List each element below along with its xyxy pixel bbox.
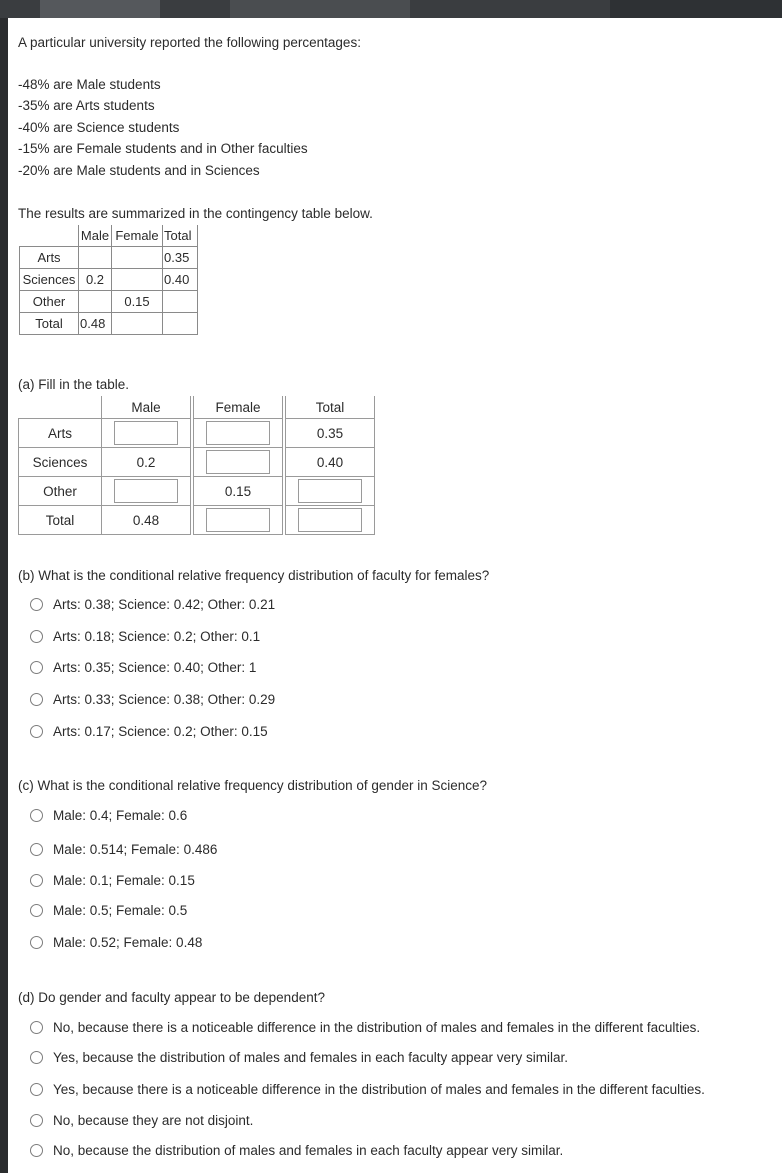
row-label: Arts: [19, 419, 102, 448]
answer-option[interactable]: [30, 842, 217, 857]
cell-total: 0.35: [286, 419, 375, 448]
cell-total: 0.35: [163, 247, 198, 269]
table-row: [19, 419, 375, 448]
answer-option[interactable]: [30, 873, 195, 888]
row-label: Arts: [20, 247, 79, 269]
cell-female: 0.15: [112, 291, 163, 313]
answer-option[interactable]: [30, 1050, 568, 1065]
cell-female: 0.15: [194, 477, 283, 506]
fact-line: -15% are Female students and in Other faculties: [18, 141, 308, 156]
fact-line: -35% are Arts students: [18, 98, 155, 113]
row-label: Sciences: [19, 448, 102, 477]
radio-button[interactable]: [30, 725, 43, 738]
top-strip-segment: [610, 0, 782, 18]
answer-option[interactable]: [30, 903, 187, 918]
radio-button[interactable]: [30, 874, 43, 887]
fill-table: [18, 396, 375, 535]
option-label: Arts: 0.35; Science: 0.40; Other: 1: [53, 660, 257, 675]
answer-option[interactable]: [30, 1143, 563, 1158]
contingency-table: [19, 225, 198, 335]
answer-option[interactable]: [30, 1020, 700, 1035]
left-edge: [0, 18, 8, 1173]
header-total: Total: [286, 396, 375, 419]
cell-male: 0.48: [79, 313, 112, 335]
radio-button[interactable]: [30, 1114, 43, 1127]
option-label: No, because there is a noticeable difference in the distribution of males and females in the different faculties.: [53, 1020, 701, 1035]
other-male-input[interactable]: [114, 479, 178, 503]
row-label: Total: [19, 506, 102, 535]
question-b: (b) What is the conditional relative frequency distribution of faculty for females?: [18, 568, 490, 583]
option-label: Male: 0.514; Female: 0.486: [53, 842, 218, 857]
radio-button[interactable]: [30, 936, 43, 949]
option-label: No, because they are not disjoint.: [53, 1113, 254, 1128]
row-label: Sciences: [20, 269, 79, 291]
answer-option[interactable]: [30, 724, 268, 739]
cell-male: [79, 291, 112, 313]
option-label: Male: 0.1; Female: 0.15: [53, 873, 195, 888]
other-total-input[interactable]: [298, 479, 362, 503]
radio-button[interactable]: [30, 661, 43, 674]
summary-text: The results are summarized in the contingency table below.: [18, 206, 373, 221]
answer-option[interactable]: [30, 935, 202, 950]
radio-button[interactable]: [30, 598, 43, 611]
cell-female: [112, 313, 163, 335]
header-female: Female: [194, 396, 283, 419]
top-strip-segment: [40, 0, 160, 18]
cell-male: 0.2: [102, 448, 191, 477]
radio-button[interactable]: [30, 1021, 43, 1034]
option-label: No, because the distribution of males and females in each faculty appear very similar.: [53, 1143, 564, 1158]
cell-female: [112, 269, 163, 291]
option-label: Arts: 0.18; Science: 0.2; Other: 0.1: [53, 629, 261, 644]
sciences-female-input[interactable]: [206, 450, 270, 474]
top-strip-segment: [230, 0, 410, 18]
question-a: (a) Fill in the table.: [18, 377, 130, 392]
table-row: [20, 247, 198, 269]
header-female: Female: [112, 225, 163, 247]
option-label: Male: 0.4; Female: 0.6: [53, 808, 188, 823]
row-label: Other: [20, 291, 79, 313]
table-row: [20, 313, 198, 335]
answer-option[interactable]: [30, 808, 187, 823]
cell-total: [163, 291, 198, 313]
radio-button[interactable]: [30, 630, 43, 643]
option-label: Yes, because there is a noticeable difference in the distribution of males and females in the different faculties.: [53, 1082, 705, 1097]
radio-button[interactable]: [30, 809, 43, 822]
cell-male: 0.2: [79, 269, 112, 291]
header-total: Total: [163, 225, 198, 247]
cell-male: [79, 247, 112, 269]
table-row: [19, 448, 375, 477]
row-label: Total: [20, 313, 79, 335]
option-label: Arts: 0.38; Science: 0.42; Other: 0.21: [53, 597, 276, 612]
cell-total: 0.40: [163, 269, 198, 291]
arts-female-input[interactable]: [206, 421, 270, 445]
answer-option[interactable]: [30, 1113, 253, 1128]
radio-button[interactable]: [30, 1083, 43, 1096]
browser-top-strip: [0, 0, 782, 18]
radio-button[interactable]: [30, 1144, 43, 1157]
option-label: Arts: 0.33; Science: 0.38; Other: 0.29: [53, 692, 276, 707]
total-total-input[interactable]: [298, 508, 362, 532]
header-male: Male: [79, 225, 112, 247]
total-female-input[interactable]: [206, 508, 270, 532]
answer-option[interactable]: [30, 597, 275, 612]
option-label: Male: 0.52; Female: 0.48: [53, 935, 203, 950]
cell-female: [112, 247, 163, 269]
fact-line: -20% are Male students and in Sciences: [18, 163, 260, 178]
option-label: Male: 0.5; Female: 0.5: [53, 903, 188, 918]
row-label: Other: [19, 477, 102, 506]
answer-option[interactable]: [30, 1082, 705, 1097]
radio-button[interactable]: [30, 1051, 43, 1064]
table-row: [20, 291, 198, 313]
table-row: [19, 506, 375, 535]
header-male: Male: [102, 396, 191, 419]
question-d: (d) Do gender and faculty appear to be dependent?: [18, 990, 325, 1005]
cell-total: [163, 313, 198, 335]
arts-male-input[interactable]: [114, 421, 178, 445]
cell-total: 0.40: [286, 448, 375, 477]
option-label: Yes, because the distribution of males and females in each faculty appear very similar.: [53, 1050, 569, 1065]
radio-button[interactable]: [30, 843, 43, 856]
question-c: (c) What is the conditional relative frequency distribution of gender in Science?: [18, 778, 487, 793]
table-row: [20, 269, 198, 291]
question-panel: [8, 18, 782, 1173]
intro-text: A particular university reported the following percentages:: [18, 35, 361, 50]
radio-button[interactable]: [30, 904, 43, 917]
answer-option[interactable]: [30, 660, 256, 675]
answer-option[interactable]: [30, 629, 260, 644]
answer-option[interactable]: [30, 692, 275, 707]
fact-line: -48% are Male students: [18, 77, 161, 92]
fact-line: -40% are Science students: [18, 120, 180, 135]
cell-male: 0.48: [102, 506, 191, 535]
table-row: [19, 477, 375, 506]
option-label: Arts: 0.17; Science: 0.2; Other: 0.15: [53, 724, 268, 739]
radio-button[interactable]: [30, 693, 43, 706]
